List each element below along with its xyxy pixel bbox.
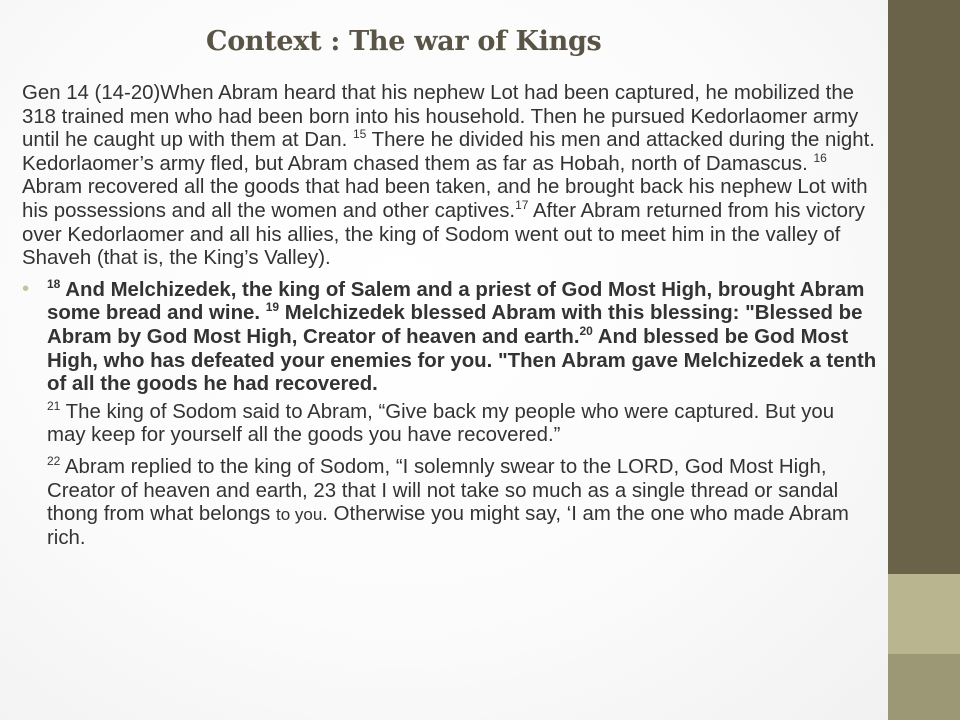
paragraph1-text-2: There he divided his men and attacked during the night. Kedorlaomer’s army fled, but Abram chased them as far as Hobah, north of Damascus. [22,129,875,175]
paragraph1-text-1: Gen 14 (14-20)When Abram heard that his nephew Lot had been captured, he mobilized the 318 trained men who had been born into his household. Then he pursued Kedorlaomer army until he caught up with them at Dan. [22,82,859,152]
paragraph22-text-2: . Otherwise you might say, ‘I am the one who made Abram rich. [47,503,849,549]
paragraph1-text-4: After Abram returned from his victory over Kedorlaomer and all his allies, the king of Sodom went out to meet him in the valley of Shaveh (that is, the King’s Valley). [22,199,865,270]
sidebar-band-medium [888,654,960,720]
paragraph-verse-22 [22,456,878,550]
paragraph22-small-text: to you [275,505,323,525]
bullet-paragraph-melchizedek [22,276,878,397]
paragraph22-text-1: Abram replied to the king of Sodom, “I solemnly swear to the LORD, God Most High, Creator of heaven and earth, 23 that I will not take so much as a single thread or sandal thong from what belongs [47,455,839,526]
paragraph-verse-21 [22,398,878,448]
verse-number-20: 20 [579,324,593,339]
bullet-text-2: Melchizedek blessed Abram with this blessing: "Blessed be Abram by God Most High, Creator of heaven and earth. [47,302,863,348]
slide-body [22,82,878,558]
paragraph-genesis-14-14-17 [22,82,878,271]
slide-title: Context : The war of Kings [206,26,602,57]
verse-number-21: 21 [47,398,61,413]
verse-number-18: 18 [47,276,61,291]
verse-number-17: 17 [515,198,529,213]
paragraph21-text: The king of Sodom said to Abram, “Give back my people who were captured. But you may keep for yourself all the goods you have recovered.” [47,400,835,447]
bullet-text-1: And Melchizedek, the king of Salem and a priest of God Most High, brought Abram some bread and wine. [47,278,865,325]
verse-number-16: 16 [813,150,827,165]
sidebar-band-light [888,574,960,654]
verse-number-22: 22 [47,454,61,469]
bullet-marker: • [22,277,30,300]
verse-number-15: 15 [352,127,367,142]
sidebar-band-dark [888,0,960,574]
paragraph1-text-3: Abram recovered all the goods that had been taken, and he brought back his nephew Lot with his possessions and all the women and other captives. [22,176,868,222]
decorative-sidebar [888,0,960,720]
verse-number-19: 19 [265,300,280,315]
bullet-text-3: And blessed be God Most High, who has defeated your enemies for you. "Then Abram gave Melchizedek a tenth of all the goods he had recovered. [47,325,877,396]
